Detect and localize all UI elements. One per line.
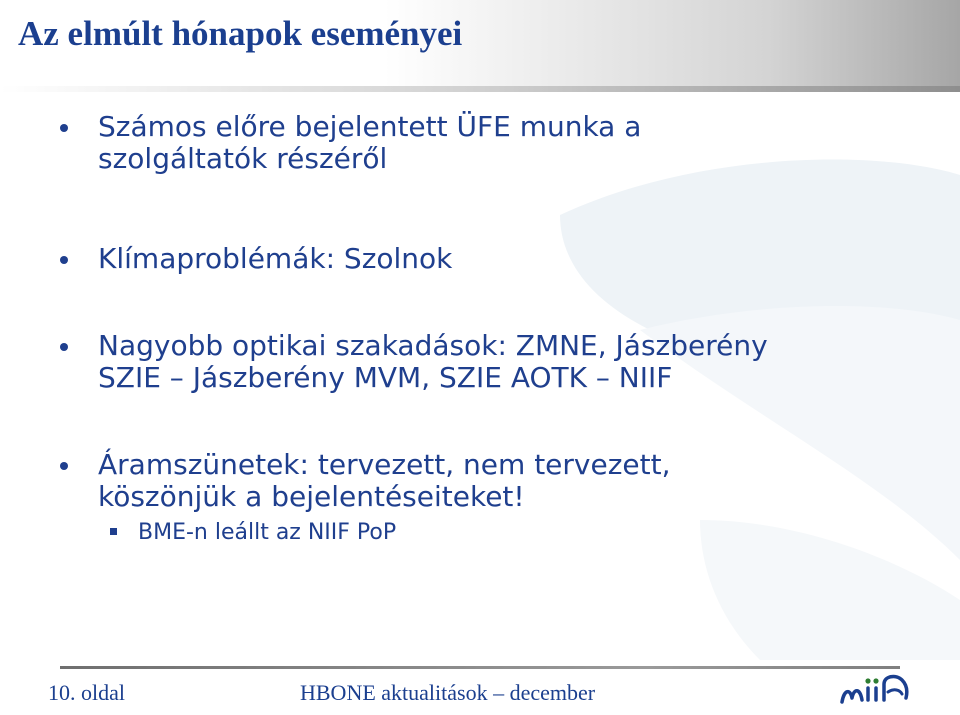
bullet-line: Áramszünetek: tervezett, nem tervezett, [98, 448, 671, 481]
bullet-line: Klímaproblémák: Szolnok [98, 242, 453, 275]
bullet-text [98, 449, 671, 513]
bullet-line: szolgáltatók részéről [98, 142, 388, 175]
title-underline [0, 86, 960, 92]
footer-page-number: 10. oldal [48, 680, 125, 705]
bullet-text [98, 111, 641, 175]
footer-divider [60, 666, 900, 669]
niif-logo-icon [836, 670, 916, 710]
bullet-line: Nagyobb optikai szakadások: ZMNE, Jászberény [98, 329, 768, 362]
slide-title: Az elmúlt hónapok eseményei [18, 14, 463, 53]
bullet-text [98, 243, 452, 275]
bullet-line: SZIE – Jászberény MVM, SZIE AOTK – NIIF [98, 361, 673, 394]
sub-bullet-text: BME-n leállt az NIIF PoP [138, 520, 397, 545]
bullet-dot-icon [60, 462, 68, 470]
square-bullet-icon [110, 528, 117, 535]
bullet-dot-icon [60, 124, 68, 132]
bullet-line: Számos előre bejelentett ÜFE munka a [98, 110, 642, 143]
bullet-text [98, 330, 768, 394]
bullet-dot-icon [60, 343, 68, 351]
bullet-dot-icon [60, 256, 68, 264]
bullet-line: köszönjük a bejelentéseiteket! [98, 480, 525, 513]
footer-caption: HBONE aktualitások – december [300, 680, 596, 705]
